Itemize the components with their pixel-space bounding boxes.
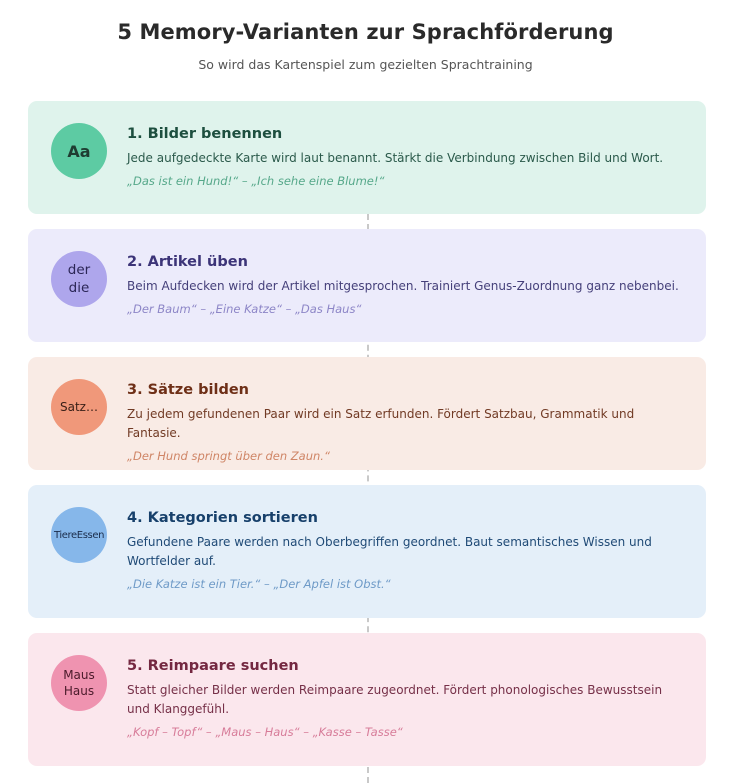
page-title: 5 Memory-Varianten zur Sprachförderung: [117, 20, 614, 44]
variant-title: 4. Kategorien sortieren: [127, 510, 318, 526]
variant-card-article-practice: [28, 229, 706, 342]
variant-description: Jede aufgedeckte Karte wird laut benannt. Stärkt die Verbindung zwischen Bild und Wort.: [127, 151, 664, 165]
variant-card-category-sorting: [28, 485, 706, 618]
badge-label: Maus Haus: [63, 668, 95, 698]
variant-title: 5. Reimpaare suchen: [127, 658, 299, 674]
variant-description: Beim Aufdecken wird der Artikel mitgesprochen. Trainiert Genus-Zuordnung ganz nebenbei.: [127, 279, 679, 293]
variant-description: Gefundene Paare werden nach Oberbegriffen geordnet. Baut semantisches Wissen und Wortfelder auf.: [127, 535, 652, 568]
variant-description: Statt gleicher Bilder werden Reimpaare zugeordnet. Fördert phonologisches Bewusstsein und Klanggefühl.: [127, 683, 663, 716]
variant-example: „Das ist ein Hund!“ – „Ich sehe eine Blume!“: [127, 174, 385, 188]
page-subtitle: So wird das Kartenspiel zum gezielten Sprachtraining: [198, 57, 533, 72]
variant-badge: [51, 507, 107, 563]
variant-content: [127, 509, 687, 593]
variant-card-rhyme-pairs: [28, 633, 706, 766]
variant-description: Zu jedem gefundenen Paar wird ein Satz erfunden. Fördert Satzbau, Grammatik und Fantasie.: [127, 407, 635, 440]
variant-content: [127, 381, 687, 465]
variant-example: „Der Baum“ – „Eine Katze“ – „Das Haus“: [127, 302, 362, 316]
badge-label: Satz…: [60, 400, 98, 414]
variant-content: [127, 125, 687, 190]
variant-badge: [51, 379, 107, 435]
badge-label: der die: [67, 262, 91, 296]
variant-card-sentence-building: [28, 357, 706, 470]
variant-example: „Die Katze ist ein Tier.“ – „Der Apfel ist Obst.“: [127, 577, 391, 591]
variant-example: „Der Hund springt über den Zaun.“: [127, 449, 330, 463]
variant-badge: [51, 123, 107, 179]
variant-title: 3. Sätze bilden: [127, 382, 249, 398]
variant-example: „Kopf – Topf“ – „Maus – Haus“ – „Kasse – Tasse“: [127, 725, 403, 739]
variant-content: [127, 253, 687, 318]
variant-badge: [51, 251, 107, 307]
variant-card-picture-naming: [28, 101, 706, 214]
variant-title: 1. Bilder benennen: [127, 126, 283, 142]
badge-label: TiereEssen: [54, 529, 105, 541]
variant-content: [127, 657, 687, 741]
variant-title: 2. Artikel üben: [127, 254, 248, 270]
badge-label: Aa: [67, 141, 91, 161]
variant-badge: [51, 655, 107, 711]
